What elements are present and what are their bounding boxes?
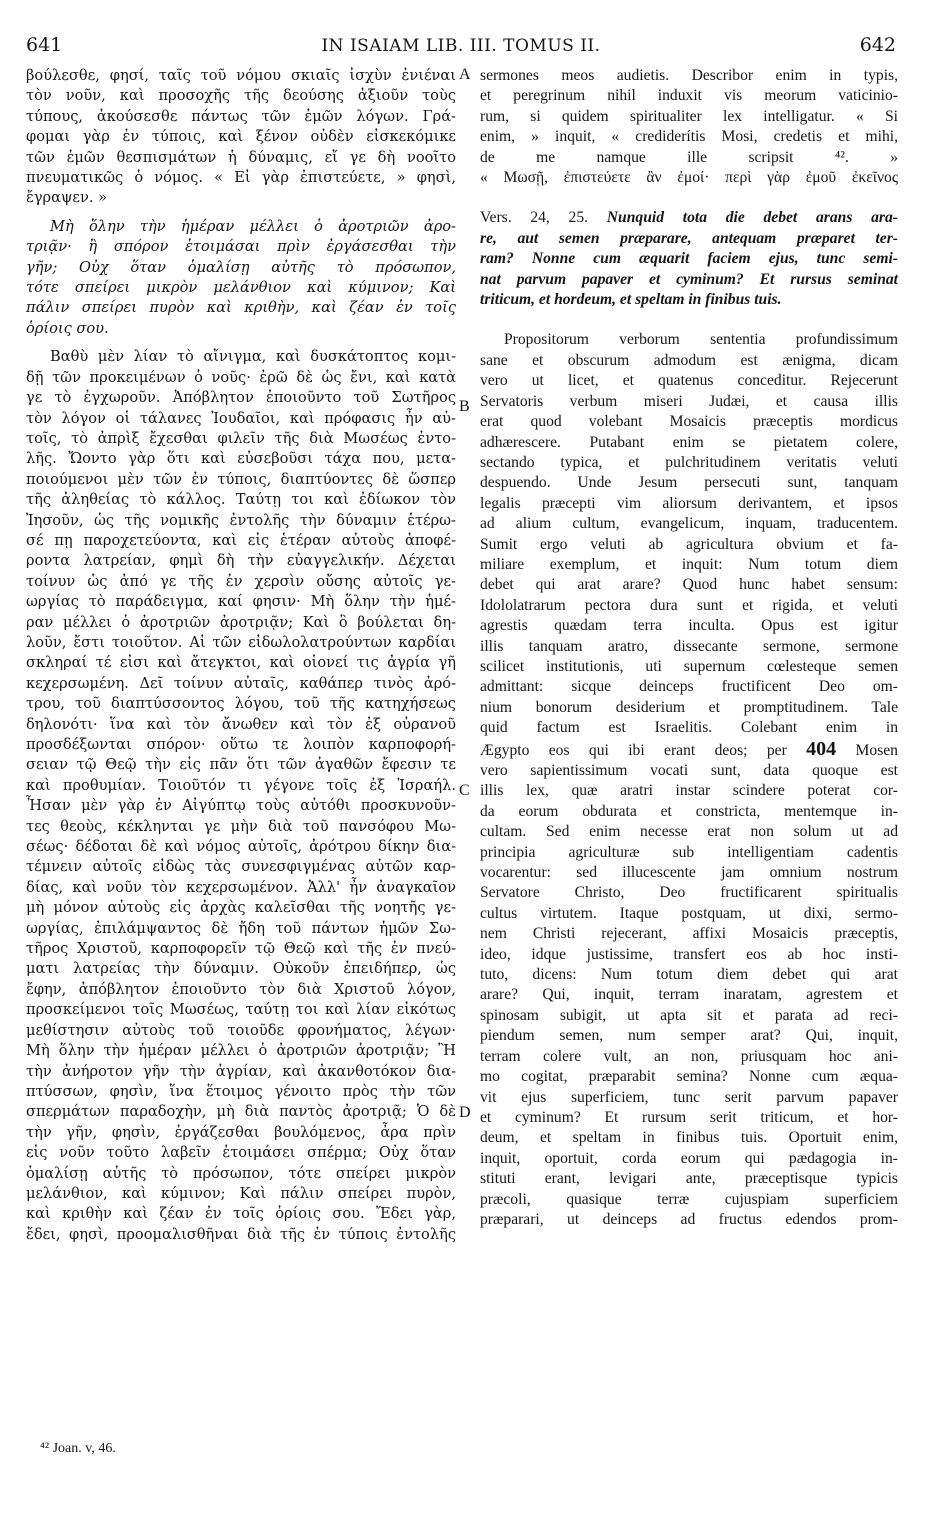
verse-line: Nunquid tota die debet arans ara- [606,209,898,227]
latin-line-with-page-marker [480,739,898,761]
text-line: ideo, idque justissime, transfert eos ab hoc insti- [480,945,898,963]
text-line: τες θεοὺς, κέκληνται γε μὴν διὰ τοῦ πανσόφου Μω- [26,817,456,835]
text-line: κεχερσωμένη. Δεῖ τοίνυν αὐταῖς, καθάπερ τινὸς ἀρό- [26,674,456,692]
text-line: ἔγραψεν. » [26,189,108,207]
text-line: quid factum est Israelitis. Colebant enim in [480,719,898,737]
text-line: λῆς. Ὤοντο γὰρ ὅτι καὶ εὐσεβοῦσι τάχα που, μετα- [26,450,456,468]
text-line: ἔφην, ἀπόβλητον ἐποιοῦντο τὸν διὰ Χριστοῦ λόγον, [26,980,456,998]
text-line: καὶ κριθὴν καὶ ζέαν ἐν τοῖς ὁρίοις σου. Ἔδει γὰρ, [26,1205,456,1223]
text-line: ωργίας τὸ παράδειγμα, καί φησιν· Μὴ ὅλην τὴν ἡμέ- [26,593,456,611]
text-line: τὸν λόγον οἱ τάλανες Ἰουδαῖοι, καὶ πρόφασις ἦν αὐ- [26,409,456,427]
text-line: admittant: sicque deinceps fructificent Deo om- [480,678,898,696]
text-line: ὁμαλίσῃ αὐτῆς τὸ πρόσωπον, τότε σπείρει μικρὸν [26,1164,456,1182]
latin-paragraph-commentary [480,330,898,738]
text-line: deum, et speltam in finibus tuis. Oportuit enim, [480,1129,898,1147]
text-line: εἰς νοῦν τοῦτο λαβεῖν ἑτοιμάσει σπέρμα; Οὐχ ὅταν [26,1144,456,1162]
text-line: ποιούμενοι μὲν τῶν ἐν τύποις, διαπτύοντες δὲ ὥσπερ [26,470,456,488]
text-segment: Mosen [855,741,898,759]
text-line: τότε σπείρει μικρὸν μελάνθιον καὶ κύμινον; Καὶ [26,279,456,297]
text-line: προσδέξωνται σπόρον· οὕτω τε λοιπὸν καρποφορή- [26,736,456,753]
text-line: τὸν νοῦν, καὶ προσοχῆς τῆς δεούσης ἀξιοῦν τοὺς [26,87,456,105]
text-line: præparari, ut deinceps ad fructus edendos prom- [480,1210,898,1228]
text-line: τέμνειν αὐτοῖς εἰδὼς τὰς συνεσφιγμένας αὐτῶν καρ- [26,858,456,876]
text-line: scilicet institutionis, uti supernum cœlesteque semen [480,657,898,675]
text-line: stituti erant, levigari ante, præceptisque typicis [480,1170,898,1188]
text-line: τοῖς, τὸ ἀπρὶξ ἔχεσθαι φιλεῖν τῆς διὰ Μωσέως ἐντο- [26,429,456,447]
text-line: despuendo. Unde Jesum persecuti sunt, tanquam [480,474,898,492]
text-line: principia agriculturæ sub intelligentiam cadentis [480,843,898,861]
text-line: ad alium cultum, evangelicum, inquam, traducentem. [480,515,898,533]
text-line: vero sapientissimum vocati sunt, data quoque est [480,762,898,779]
text-line: προσκείμενοι τοῖς Μωσέως, ταύτῃ τοι καὶ λίαν εἰκότως [26,1001,456,1019]
text-line: τριᾷν· ἢ σπόρον ἑτοιμάσαι πρὶν ἐργάσεσθαι τὴν [26,238,456,256]
section-marker-c: C [459,782,470,799]
text-line: πνευματικῶς ὁ νόμος. « Εἰ γὰρ ἐπιστεύετε, » φησὶ, [26,169,456,187]
text-line: τῆς ἀληθείας τὸ κάλλος. Ταύτῃ τοι καὶ ἐδίωκον τὸν [26,491,456,509]
text-line: τύπους, ἀκούσεσθε πάντως τῶν ἐμῶν λόγων. Γρά- [26,107,456,125]
text-line: δῇ τῶν προκειμένων ὁ νοῦς· ἐρῶ δὲ ὡς ἔνι, καὶ κατὰ [26,368,456,386]
text-line: ram? Nonne cum æquarit faciem ejus, tunc semi- [480,250,898,268]
text-line: adhærescere. Putabant enim se pietatem colere, [480,433,898,451]
text-line: Βαθὺ μὲν λίαν τὸ αἴνιγμα, καὶ δυσκάτοπτος κομι- [50,348,456,366]
text-line: « Μωσῇ, ἐπιστεύετε ἂν ἐμοί· περὶ γὰρ ἐμοῦ ἐκεῖνος [480,169,898,187]
greek-column [26,66,456,1245]
text-line: τῆρος Χριστοῦ, καρποφορεῖν τῷ Θεῷ καὶ τῆς ἐν πνεύ- [26,940,456,958]
text-line: et peregrinum nihil induxit vis meorum vaticinio- [480,87,898,105]
text-line: ροντα λατρείαν, φημὶ δὴ τὴν εὐαγγελικήν. Δέχεται [26,552,456,570]
text-line: δίας, καὶ νοῦν τὸν κεχερσωμένον. Ἀλλ' ἦν ἀναγκαῖον [26,878,456,896]
text-line: rum, si quidem spiritualiter lex intelligatur. « Si [480,107,898,125]
text-line: Servatoris verbum miseri Judæi, et causa illis [480,392,898,410]
text-line: Sumit ergo veluti ab agricultura obvium et fa- [480,535,898,553]
footnote: ⁴² Joan. v, 46. [40,1441,116,1456]
text-line: σέ πῃ παροχετεύοντα, καὶ εἰς ἑτέραν αὐτοὺς ἀποφέ- [26,531,456,549]
text-line: sane et obscurum admodum est ænigma, dicam [480,351,898,369]
text-line: triticum, et hordeum, et speltam in finibus tuis. [480,291,782,309]
text-line: μὴ μόνον αὐτοὺς εἰς ἀρχὰς καλεῖσθαι τῆς νοητῆς γε- [26,899,456,917]
text-line: illis lex, quæ aratri instar scindere poterat cor- [480,782,898,800]
greek-paragraph-intro [26,66,456,209]
text-line: præcoli, quasique terræ cujuspiam superficiem [480,1190,898,1208]
original-page-number: 404 [806,737,837,760]
text-line: enim, » inquit, « crediderítis Mosi, credetis et mihi, [480,128,898,146]
text-line: φομαι γὰρ ἐν τύποις, καὶ ξένον οὐδὲν εἰσκεκόμικε [26,128,456,146]
text-line: sermones meos audietis. Describor enim in typis, [480,67,898,84]
text-line: σέως· δέδοται δὲ καὶ νόμος αὐτοῖς, ἀρότρου δίκην δια- [26,838,456,856]
text-segment: Ægypto eos qui ibi erant deos; per [480,741,787,759]
text-line: ωργίας, ἐπιλάμψαντος δὲ ἤδη τοῦ πάντων ἡμῶν Σω- [26,919,456,937]
section-marker-d: D [459,1104,471,1121]
text-line: Servatore Christo, Deo fructificarent spiritualis [480,884,898,902]
text-line: vero ut licet, et quatenus conceditur. Rejecerunt [480,372,898,390]
section-marker-b: B [459,398,470,415]
text-line: et cyminum? Et rursum serit triticum, et hor- [480,1108,898,1126]
text-line: nat parvum papaver et cyminum? Et rursus seminat [480,270,898,288]
latin-paragraph-intro [480,66,898,188]
text-line: τὴν γῆν, φησὶν, ἐργάζεσθαι βουλόμενος, ἆρα πρὶν [26,1123,456,1141]
greek-paragraph-commentary [26,347,456,1245]
text-line: agrestis quædam terra inculta. Opus est igitur [480,617,898,635]
text-line: ὁρίοις σου. [26,319,109,337]
text-line: Μὴ ὅλην τὴν ἡμέραν μέλλει ὁ ἀροτριῶν ἀρο- [50,217,456,235]
text-line: ματι λατρείας τὴν δύναμιν. Οὐκοῦν ἐπειδήπερ, ὡς [26,960,456,978]
text-line: γῆν; Οὐχ ὅταν ὁμαλίσῃ αὐτῆς τὸ πρόσωπον, [26,258,456,276]
text-line: debet qui arat arare? Quod hunc habet sensum: [480,576,898,594]
text-line: re, aut semen præparare, antequam præparet ter- [480,229,898,247]
text-line: spinosam subigit, ut apta sit et parata ad reci- [480,1006,898,1024]
text-line: σκληραί τέ εἰσι καὶ ἄτεγκτοι, καὶ οἱονεί τις ἀγρία γῆ [26,654,456,672]
text-line: nem Christi rejecerant, affixi Mosaicis præceptis, [480,925,898,943]
text-line: mo cogitat, præparabit semina? Nonne cum æqua- [480,1068,898,1086]
page-header [26,34,896,56]
text-line: σπερμάτων παραδοχὴν, μὴ διὰ παντὸς ἀροτριᾷ; Ὁ δὲ [26,1103,456,1121]
text-line: τῶν ἐμῶν θεσπισμάτων ἡ δύναμις, εἴ γε δὴ νοοῖτο [26,148,456,166]
text-line: πάλιν σπείρει πυρὸν καὶ κριθὴν, καὶ ζέαν ἐν τοῖς [26,299,456,317]
text-line: βούλεσθε, φησί, ταῖς τοῦ νόμου σκιαῖς ἰσχὺν ἐνιέναι [26,67,456,84]
text-line: erat quod volebant Mosaicis præceptis mordicus [480,413,898,431]
text-line: Propositorum verborum sententia profundissimum [504,331,898,349]
text-line: illis tanquam aratro, dissecante sermone, sermone [480,637,898,655]
text-line: cultam. Sed enim necesse erat non solum ut ad [480,823,898,841]
text-line: da eorum obdurata et constricta, mentemque in- [480,802,898,820]
text-line: cultus virtutem. Itaque postquam, ut dixi, sermo- [480,904,898,922]
text-line: legalis præcepti vim aliorsum derivantem, et ipsos [480,494,898,512]
text-line: ραν μέλλει ὁ ἀροτριῶν ἀροτριᾷν; Καὶ ὃ βούλεται δη- [26,613,456,631]
text-line: arare? Qui, inquit, terram inaratam, agrestem et [480,986,898,1004]
page-number-right: 642 [859,34,896,56]
section-marker-a: A [459,66,471,83]
text-line: δηλονότι· ἵνα καὶ τὸν ἄνωθεν καὶ τὸν ἐξ οὐρανοῦ [26,715,456,733]
verse-label: Vers. 24, 25. [480,209,589,227]
text-line: miliare exemplum, et inquit: Num totum diem [480,555,898,573]
text-line: πτύσσων, φησὶν, ἵνα ἕτοιμος γένοιτο πρὸς τὴν τῶν [26,1082,456,1100]
latin-verse-block [480,208,898,310]
text-line: Μὴ ὅλην τὴν ἡμέραν μέλλει ὁ ἀροτριῶν ἀροτριᾷν; Ἢ [26,1042,456,1060]
text-line: ἔδει, φησὶ, προομαλισθῆναι διὰ τῆς ἐν τύποις ἐντολῆς [26,1225,456,1243]
text-line: tuto, dicens: Num totum diem debet qui arat [480,966,898,984]
text-line: inquit, oportuit, corda eorum qui pædagogia in- [480,1149,898,1167]
greek-verse-quote [26,217,456,339]
text-line: τοίνυν ὡς ἀπό γε τῆς ἐν χερσὶν οὔσης αὐτοῖς γε- [26,572,456,590]
text-line: vocarentur: sed illucescente jam omnium nostrum [480,864,898,882]
text-line: de me namque ille scripsit ⁴². » [480,148,898,166]
text-line: σειαν τῷ Θεῷ τὴν εἰς πᾶν ὅτι τῶν ἀγαθῶν ἔφεσιν τε [26,756,456,774]
text-line: piendum semen, num semper arat? Qui, inquit, [480,1027,898,1045]
text-line: vit ejus superficiem, tunc serit parvum papaver [480,1088,898,1106]
text-line: γε τὸ ἐγχωροῦν. Ἀπόβλητον ἐποιοῦντο τοῦ Σωτῆρος [26,389,456,407]
page-number-left: 641 [26,34,63,56]
latin-column [480,66,898,1230]
text-line: terram colere vult, an non, priusquam hoc ani- [480,1047,898,1065]
text-line: nium bonorum desiderium et promptitudinem. Tale [480,698,898,716]
running-title: IN ISAIAM LIB. III. TOMUS II. [321,36,601,56]
latin-paragraph-continued [480,761,898,1230]
text-line: τὴν ἀνήροτον γῆν τὴν ἀγρίαν, καὶ ἀκανθοτόκον δια- [26,1062,456,1080]
text-line: λοῦν, ἔστι τοιοῦτον. Αἱ τῶν εἰδωλολατρούντων καρδίαι [26,633,456,651]
text-line: τρου, τοῦ διαπτύσσοντος λόγου, τοῦ τῆς κατηχήσεως [26,695,456,713]
text-line: μελάνθιον, καὶ κύμινον; Καὶ πάλιν σπείρει πυρὸν, [26,1184,456,1202]
text-line: Idololatrarum pectora dura sunt et rigida, et veluti [480,596,898,614]
text-line: μεθίστησιν αὐτοὺς τοῦ τοιοῦδε φρονήματος, λέγων· [26,1021,456,1039]
text-line: Ἰησοῦν, ὡς τῆς νομικῆς ἐντολῆς τὴν δύναμιν ἑτέρω- [26,511,456,529]
text-line: sectando typica, et pulchritudinem veritatis veluti [480,453,898,471]
text-line: Ἦσαν μὲν γὰρ ἐν Αἰγύπτῳ τοὺς αὐτόθι προσκυνοῦν- [26,797,456,815]
text-line: καὶ προθυμίαν. Τοιοῦτόν τι γέγονε τοῖς ἐξ Ἰσραήλ. [26,776,456,794]
